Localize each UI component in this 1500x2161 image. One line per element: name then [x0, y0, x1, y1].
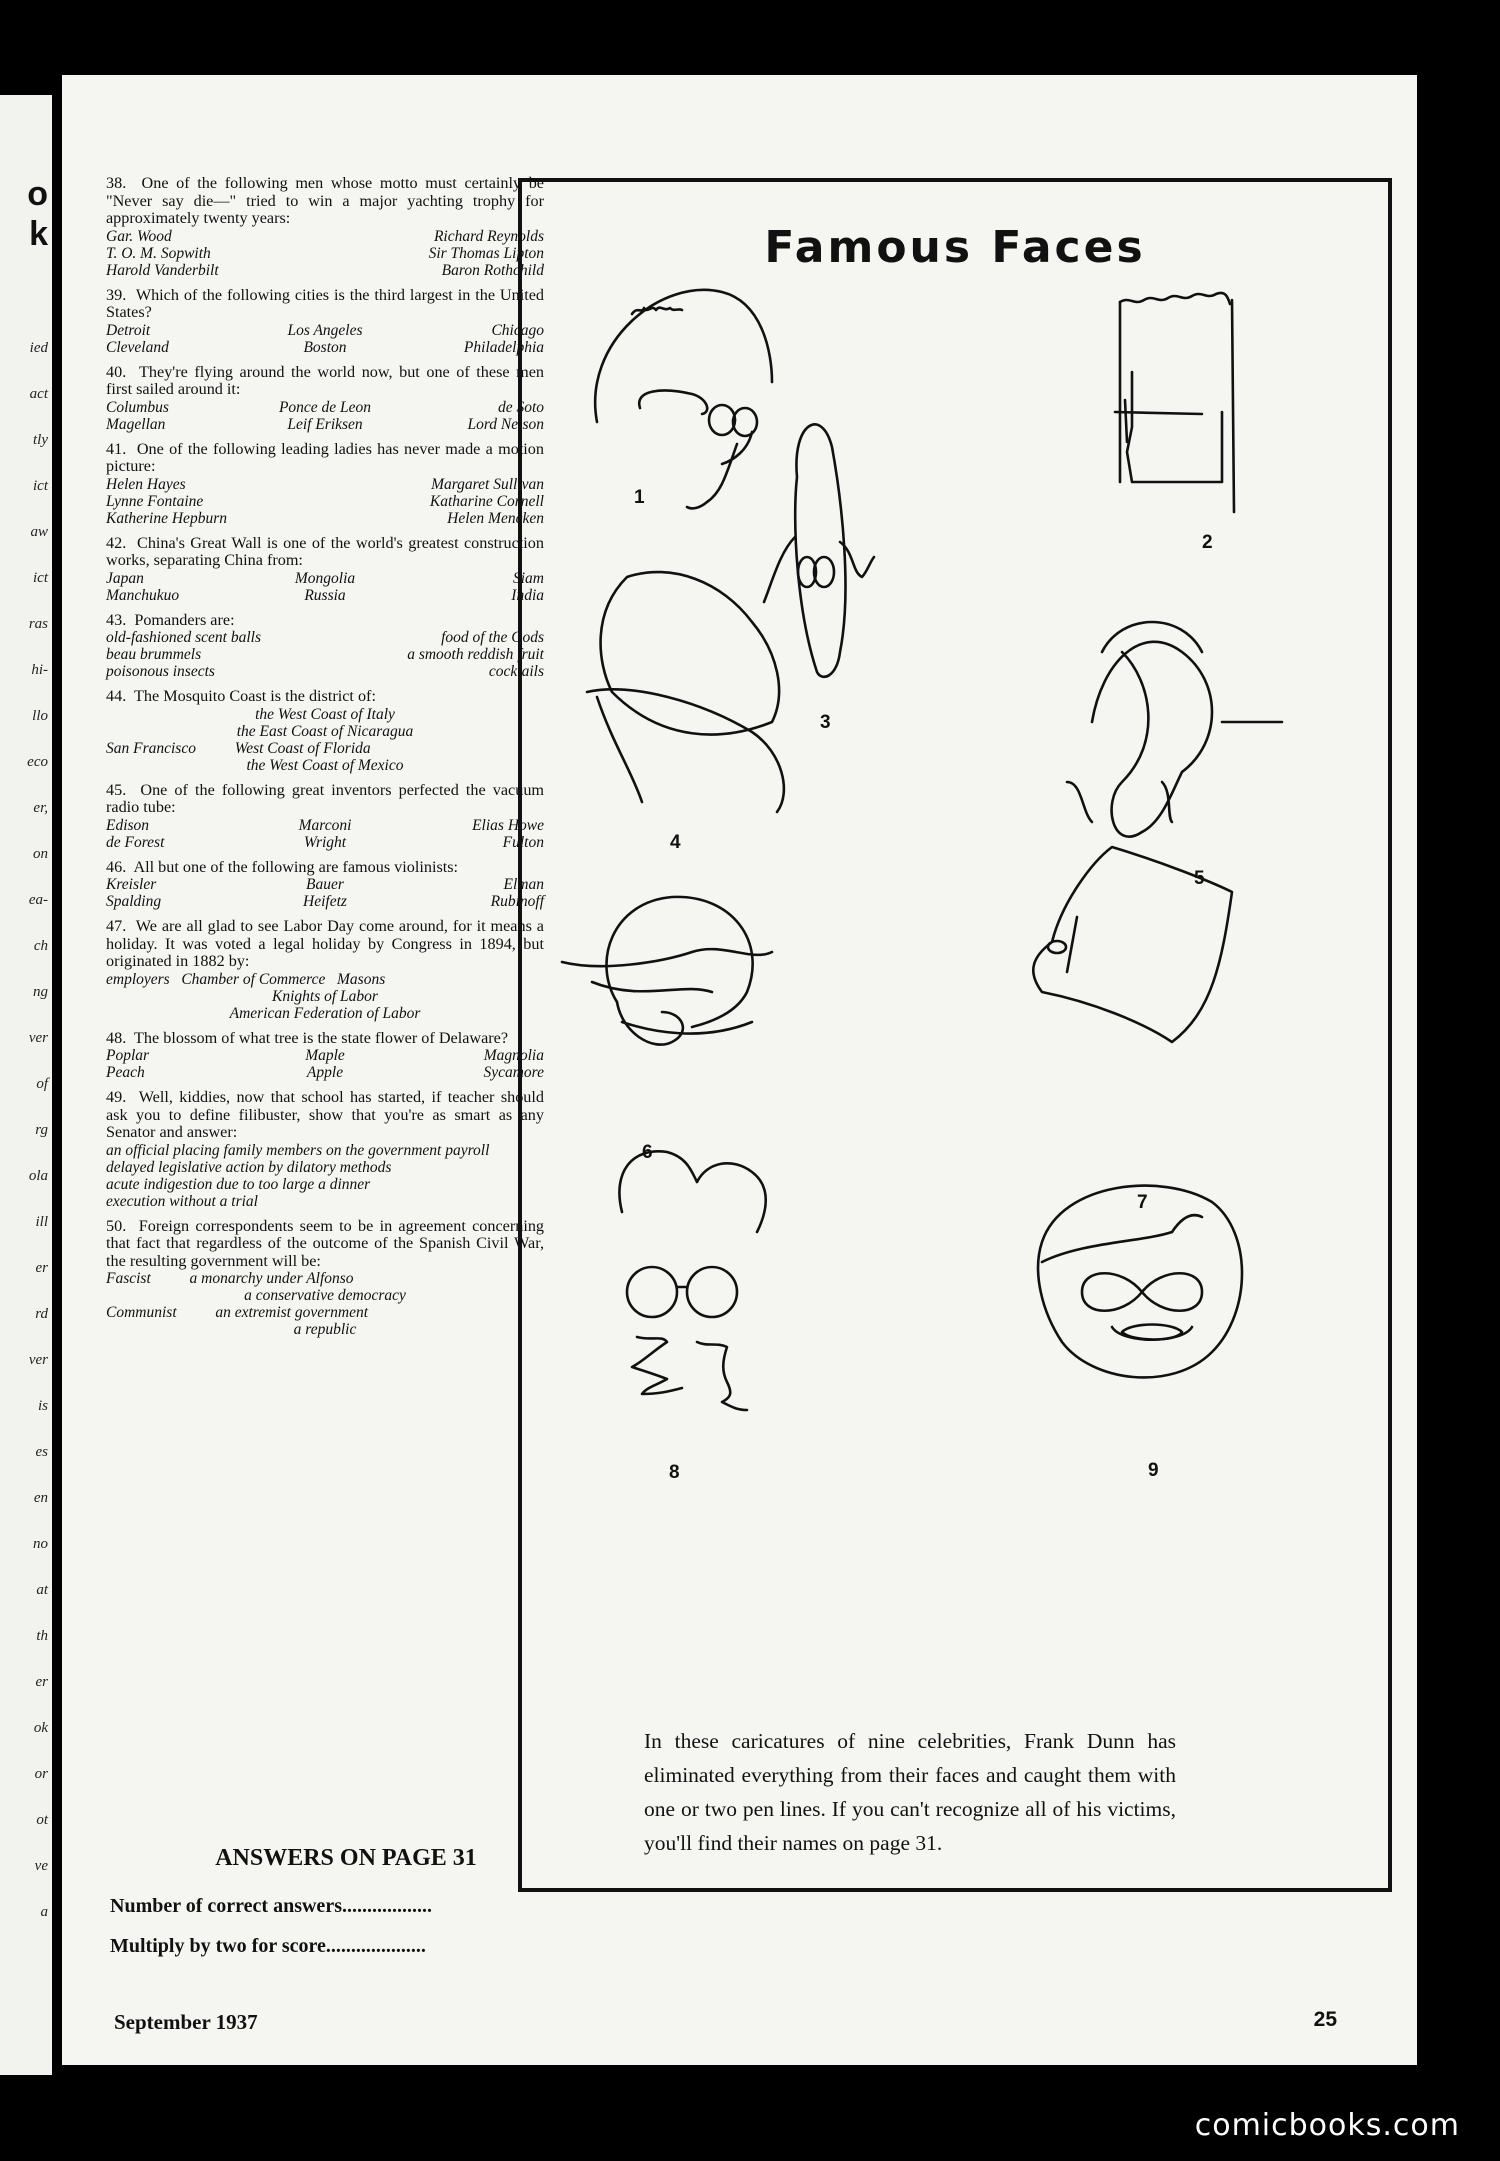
- answer-option: Spalding: [106, 893, 162, 910]
- answer-option: Peach: [106, 1064, 145, 1081]
- question-text: One of the following men whose motto must certainly be "Never say die—" tried to win a major yachting trophy for approximately twenty years:: [106, 174, 544, 227]
- answer-option: Heifetz: [303, 893, 347, 910]
- question-number: 44.: [106, 687, 127, 705]
- answer-option: San Francisco West Coast of Florida: [106, 739, 371, 757]
- question-stem: [106, 1089, 544, 1142]
- site-watermark: comicbooks.com: [1194, 2108, 1460, 2143]
- answer-options: [106, 971, 544, 1022]
- answer-option: Rubinoff: [490, 893, 544, 910]
- question-text: Which of the following cities is the third largest in the United States?: [106, 285, 544, 321]
- question-stem: [106, 612, 544, 630]
- quiz-question: [106, 1089, 544, 1210]
- prev-page-fragment: llo: [32, 708, 48, 724]
- quiz-question: [106, 175, 544, 279]
- prev-page-fragment: th: [36, 1628, 48, 1644]
- question-number: 39.: [106, 285, 127, 304]
- prev-page-fragment: ict: [33, 570, 48, 586]
- answer-option: Mongolia: [294, 569, 356, 587]
- quiz-column: [106, 175, 544, 1346]
- prev-page-fragment: ea-: [28, 892, 48, 908]
- prev-page-letter: o: [27, 175, 48, 213]
- answer-option: Manchukuo: [106, 586, 180, 604]
- quiz-question: [106, 1218, 544, 1339]
- answer-option: the West Coast of Mexico: [246, 756, 404, 774]
- prev-page-fragment: ve: [34, 1858, 48, 1874]
- answer-option: Fulton: [502, 833, 544, 851]
- answer-option: Elman: [503, 876, 544, 893]
- answer-option: Kreisler: [106, 876, 157, 893]
- prev-page-fragment: er,: [33, 800, 48, 816]
- question-stem: [106, 1030, 544, 1048]
- answer-option: Bauer: [306, 876, 344, 893]
- prev-page-fragment: tly: [33, 432, 48, 448]
- answer-option: Detroit: [106, 321, 151, 339]
- box-title: Famous Faces: [764, 222, 1146, 273]
- caricatures: [522, 182, 1388, 1888]
- question-text: China's Great Wall is one of the world's greatest construction works, separating China from:: [106, 533, 544, 569]
- question-stem: [106, 535, 544, 570]
- quiz-question: [106, 441, 544, 527]
- answer-option: Lord Nelson: [467, 415, 544, 433]
- face-number: 4: [670, 832, 681, 853]
- prev-page-fragment: ied: [29, 340, 48, 356]
- answer-option: Chicago: [491, 321, 544, 339]
- answer-option: Los Angeles: [287, 321, 363, 339]
- answer-option: an official placing family members on the government payroll: [106, 1141, 490, 1159]
- prev-page-fragment: ver: [28, 1030, 48, 1046]
- prev-page-fragment: at: [36, 1582, 48, 1598]
- question-stem: [106, 175, 544, 228]
- answer-option: old-fashioned scent balls: [106, 629, 261, 646]
- answer-options: [106, 629, 544, 680]
- question-text: Pomanders are:: [134, 610, 235, 629]
- answer-option: a republic: [293, 1321, 357, 1338]
- quiz-question: [106, 612, 544, 681]
- question-number: 42.: [106, 533, 127, 552]
- famous-faces-box: [518, 178, 1392, 1892]
- box-caption: In these caricatures of nine celebrities, Frank Dunn has eliminated everything from their faces and caught them with one or two pen lines. If you can't recognize all of his victims, you'll find their names on page 31.: [644, 1729, 1176, 1855]
- answer-option: execution without a trial: [106, 1192, 258, 1210]
- answer-options: [106, 228, 544, 279]
- question-number: 43.: [106, 610, 127, 629]
- answer-option: the West Coast of Italy: [255, 705, 395, 723]
- answer-option: beau brummels: [106, 646, 202, 663]
- answer-option: Communist an extremist government: [106, 1304, 369, 1321]
- question-number: 50.: [106, 1216, 127, 1235]
- question-stem: [106, 441, 544, 476]
- face-number: 6: [642, 1142, 653, 1163]
- answer-option: Marconi: [298, 816, 352, 834]
- answer-option: [252, 262, 398, 279]
- answer-option: Magellan: [106, 415, 166, 433]
- caricature-2: [1115, 293, 1234, 512]
- answer-option: Elias Howe: [472, 816, 544, 834]
- face-number: 7: [1137, 1192, 1148, 1213]
- prev-page-fragment: ng: [33, 984, 48, 1000]
- caricature-9: [1038, 1186, 1242, 1378]
- answer-option: Gar. Wood: [106, 227, 172, 245]
- answer-option: Ponce de Leon: [278, 398, 372, 416]
- question-stem: [106, 364, 544, 399]
- answer-options: [106, 476, 544, 527]
- face-number: 3: [820, 712, 831, 733]
- question-number: 38.: [106, 174, 127, 192]
- prev-page-letter: k: [29, 215, 48, 253]
- answer-option: Knights of Labor: [272, 987, 378, 1005]
- question-stem: [106, 859, 544, 877]
- answer-option: acute indigestion due to too large a dinner: [106, 1175, 371, 1193]
- answer-option: the East Coast of Nicaragua: [236, 722, 414, 740]
- question-number: 47.: [106, 917, 127, 935]
- prev-page-fragment: act: [29, 386, 48, 402]
- answer-options: [106, 570, 544, 604]
- answer-option: Richard Reynolds: [433, 227, 544, 245]
- answer-options: [106, 322, 544, 356]
- question-number: 49.: [106, 1088, 127, 1106]
- answer-option: Margaret Sullivan: [431, 475, 544, 493]
- quiz-question: [106, 535, 544, 604]
- question-number: 48.: [106, 1028, 127, 1047]
- answer-option: Cleveland: [106, 338, 169, 356]
- answer-option: Apple: [306, 1064, 344, 1081]
- answer-option: Sycamore: [483, 1064, 544, 1081]
- answer-option: [252, 228, 398, 245]
- face-number: 1: [634, 487, 645, 508]
- answer-option: delayed legislative action by dilatory methods: [106, 1158, 392, 1176]
- answer-option: American Federation of Labor: [229, 1004, 421, 1022]
- question-text: One of the following leading ladies has never made a motion picture:: [106, 439, 544, 475]
- question-stem: [106, 782, 544, 817]
- answer-option: de Soto: [497, 398, 544, 416]
- answer-option: Helen Mencken: [447, 509, 544, 527]
- answer-options: [106, 1142, 544, 1210]
- prev-page-fragment: ill: [35, 1214, 48, 1230]
- prev-page-fragment: ola: [28, 1168, 48, 1184]
- question-number: 40.: [106, 362, 127, 381]
- question-text: One of the following great inventors perfected the vacuum radio tube:: [106, 780, 544, 816]
- prev-page-fragment: ras: [28, 616, 48, 632]
- answer-options: [106, 706, 544, 774]
- answer-option: Helen Hayes: [106, 475, 186, 493]
- prev-page-fragment: on: [33, 846, 48, 862]
- answer-option: Leif Eriksen: [287, 415, 363, 433]
- answer-option: Fascist a monarchy under Alfonso: [106, 1270, 354, 1287]
- quiz-question: [106, 688, 544, 774]
- answer-option: [252, 245, 398, 262]
- answer-option: Siam: [513, 569, 544, 587]
- prev-page-fragment: ch: [33, 938, 48, 954]
- answer-option: a conservative democracy: [244, 1287, 406, 1304]
- caricature-3: [764, 424, 874, 676]
- prev-page-fragment: ver: [28, 1352, 48, 1368]
- answers-heading: ANSWERS ON PAGE 31: [215, 1845, 477, 1871]
- question-text: Well, kiddies, now that school has started, if teacher should ask you to define filibuster, show that you're as smart as any Senator and answer:: [106, 1088, 544, 1141]
- answer-option: Columbus: [106, 398, 169, 416]
- prev-page-fragment: eco: [27, 754, 48, 770]
- answer-options: [106, 876, 544, 910]
- question-stem: [106, 918, 544, 971]
- face-number: 5: [1194, 868, 1205, 889]
- face-number: 9: [1148, 1460, 1159, 1481]
- quiz-question: [106, 364, 544, 433]
- prev-page-fragment: aw: [30, 524, 48, 540]
- question-number: 46.: [106, 857, 127, 876]
- issue-date: September 1937: [114, 2010, 258, 2034]
- prev-page-fragment: er: [35, 1674, 48, 1690]
- question-number: 41.: [106, 439, 127, 458]
- prev-page-fragment: ok: [33, 1720, 48, 1736]
- answer-options: [106, 399, 544, 433]
- answer-option: Poplar: [106, 1047, 150, 1064]
- answer-option: Boston: [303, 338, 347, 356]
- answer-option: food of the Gods: [441, 629, 544, 646]
- answer-option: Philadelphia: [463, 338, 544, 356]
- answer-option: T. O. M. Sopwith: [106, 244, 211, 262]
- prev-page-fragment: ict: [33, 478, 48, 494]
- answer-option: Japan: [106, 569, 144, 587]
- prev-page-fragment: rd: [35, 1306, 48, 1322]
- answer-option: de Forest: [106, 833, 165, 851]
- face-number: 2: [1202, 532, 1213, 553]
- prev-page-fragment: rg: [35, 1122, 48, 1138]
- answer-option: Russia: [304, 586, 346, 604]
- caricature-5: [1067, 622, 1282, 837]
- page-number: 25: [1313, 2008, 1337, 2031]
- answer-option: Magnolia: [483, 1047, 544, 1064]
- question-stem: [106, 688, 544, 706]
- caricature-1: [595, 290, 772, 509]
- question-number: 45.: [106, 780, 127, 799]
- prev-page-fragment: er: [35, 1260, 48, 1276]
- correct-answers-line: Number of correct answers..................: [110, 1895, 432, 1917]
- answer-option: Sir Thomas Lipton: [428, 244, 544, 262]
- answer-option: cocktails: [488, 663, 544, 680]
- prev-page-fragment: a: [40, 1904, 48, 1920]
- prev-page-fragment: en: [33, 1490, 48, 1506]
- question-text: All but one of the following are famous violinists:: [133, 857, 459, 876]
- previous-page-edge: [0, 95, 52, 2075]
- face-number: 8: [669, 1462, 680, 1483]
- quiz-question: [106, 859, 544, 911]
- answer-option: employers Chamber of Commerce Masons: [106, 970, 386, 988]
- prev-page-fragment: no: [33, 1536, 48, 1552]
- caricature-4: [587, 572, 784, 812]
- answer-option: Katharine Cornell: [429, 492, 544, 510]
- answer-option: poisonous insects: [106, 663, 215, 680]
- caricature-8: [619, 1151, 765, 1410]
- score-line: Multiply by two for score....................: [110, 1935, 426, 1957]
- answer-option: Maple: [305, 1047, 345, 1064]
- answer-option: India: [511, 586, 544, 604]
- answer-options: [106, 1047, 544, 1081]
- answer-option: Wright: [303, 833, 347, 851]
- question-text: We are all glad to see Labor Day come around, for it means a holiday. It was voted a legal holiday by Congress in 1894, but originated in 1882 by:: [106, 917, 544, 970]
- prev-page-fragment: hi-: [31, 662, 48, 678]
- prev-page-fragment: is: [37, 1398, 48, 1414]
- quiz-question: [106, 1030, 544, 1082]
- answer-options: [106, 817, 544, 851]
- magazine-page: [62, 75, 1417, 2065]
- question-stem: [106, 1218, 544, 1271]
- question-text: The blossom of what tree is the state flower of Delaware?: [134, 1028, 509, 1047]
- prev-page-fragment: es: [35, 1444, 48, 1460]
- answer-option: a smooth reddish fruit: [407, 646, 544, 663]
- prev-page-fragment: or: [34, 1766, 48, 1782]
- question-stem: [106, 287, 544, 322]
- quiz-question: [106, 287, 544, 356]
- answer-option: Edison: [106, 816, 150, 834]
- question-text: They're flying around the world now, but one of these men first sailed around it:: [106, 362, 544, 398]
- prev-page-fragment: ot: [36, 1812, 48, 1828]
- question-text: Foreign correspondents seem to be in agreement concerning that fact that regardless of the outcome of the Spanish Civil War, the resulting government will be:: [106, 1216, 545, 1270]
- answer-option: Harold Vanderbilt: [106, 261, 219, 279]
- caricature-6: [562, 897, 772, 1045]
- prev-page-fragment: of: [36, 1076, 48, 1092]
- quiz-question: [106, 782, 544, 851]
- answer-options: [106, 1270, 544, 1338]
- answer-option: Baron Rothchild: [441, 261, 544, 279]
- question-text: The Mosquito Coast is the district of:: [134, 687, 376, 705]
- quiz-question: [106, 918, 544, 1022]
- answer-option: Katherine Hepburn: [106, 509, 227, 527]
- answer-option: Lynne Fontaine: [106, 492, 204, 510]
